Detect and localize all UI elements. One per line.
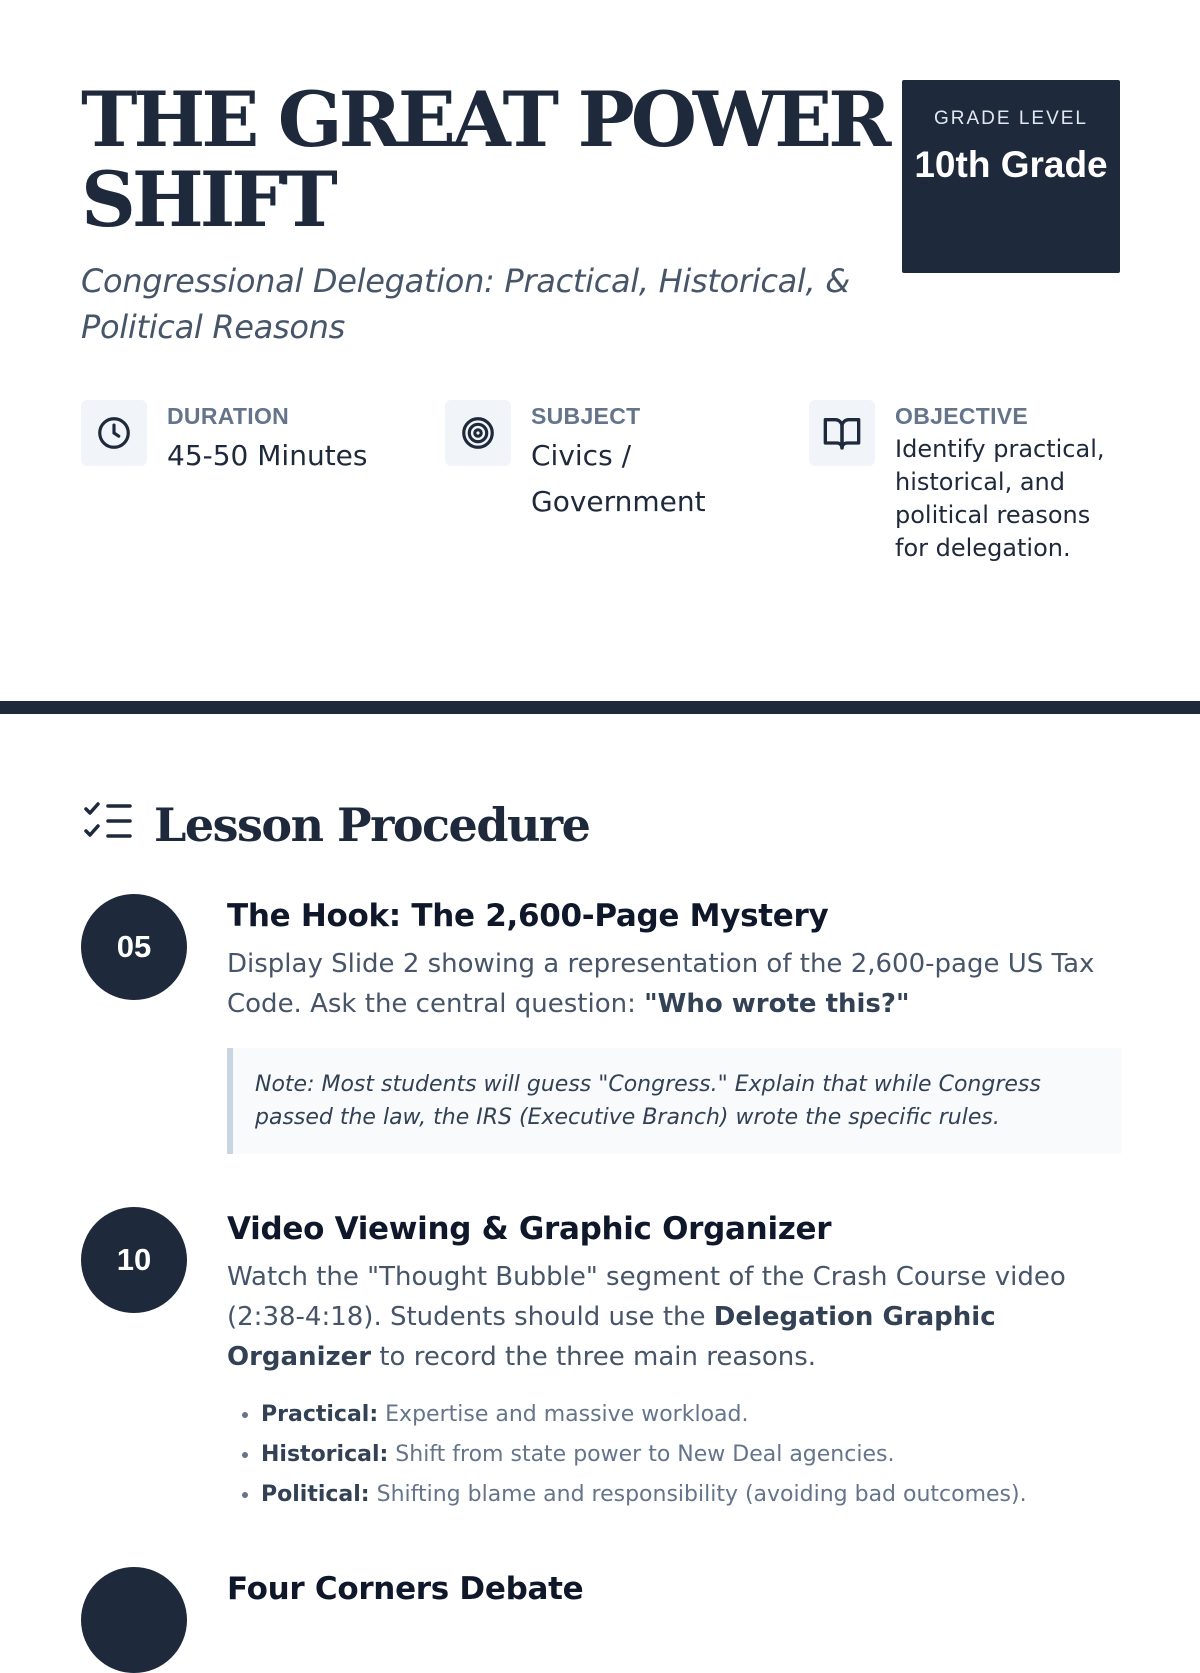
duration-label: DURATION xyxy=(167,403,290,429)
procedure-title: Lesson Procedure xyxy=(154,798,590,852)
subject-label: SUBJECT xyxy=(531,403,641,429)
step-minutes-badge: 05 xyxy=(81,894,187,1000)
target-icon xyxy=(445,400,511,466)
list-item: • Political: Shifting blame and responsibility (avoiding bad outcomes). xyxy=(261,1475,1121,1515)
list-item: • Historical: Shift from state power to New Deal agencies. xyxy=(261,1435,1121,1475)
list-item: • Practical: Expertise and massive workload. xyxy=(261,1395,1121,1435)
page-subtitle: Congressional Delegation: Practical, Historical, & Political Reasons xyxy=(81,262,850,346)
clock-icon xyxy=(81,400,147,466)
step-title: The Hook: The 2,600-Page Mystery xyxy=(227,898,829,934)
duration-value: 45-50 Minutes xyxy=(167,439,368,472)
step-minutes-badge xyxy=(81,1567,187,1673)
step-title: Four Corners Debate xyxy=(227,1571,584,1607)
grade-level-label: GRADE LEVEL xyxy=(934,108,1088,129)
teacher-note: Note: Most students will guess "Congress." Explain that while Congress passed the law, the IRS (Executive Branch) wrote the specific rules. xyxy=(227,1048,1121,1154)
checklist-icon xyxy=(84,801,132,850)
grade-level-badge xyxy=(902,80,1120,273)
open-book-icon xyxy=(809,400,875,466)
page-title: THE GREAT POWER SHIFT xyxy=(81,75,888,244)
step-minutes-badge: 10 xyxy=(81,1207,187,1313)
procedure-heading xyxy=(84,795,589,855)
grade-level-value: 10th Grade xyxy=(914,144,1108,185)
step-description: Display Slide 2 showing a representation of the 2,600-page US Tax Code. Ask the central question: "Who wrote this?" xyxy=(227,949,1095,1019)
section-divider xyxy=(0,701,1200,714)
reasons-list xyxy=(227,1395,1121,1515)
objective-label: OBJECTIVE xyxy=(895,403,1029,429)
subject-value: Civics / Government xyxy=(531,439,706,518)
step-title: Video Viewing & Graphic Organizer xyxy=(227,1211,832,1247)
lesson-header xyxy=(81,75,901,350)
step-description: Watch the "Thought Bubble" segment of the Crash Course video (2:38-4:18). Students should use the Delegation Graphic Organizer to record the three main reasons. xyxy=(227,1262,1066,1372)
objective-value: Identify practical, historical, and political reasons for delegation. xyxy=(895,435,1105,562)
